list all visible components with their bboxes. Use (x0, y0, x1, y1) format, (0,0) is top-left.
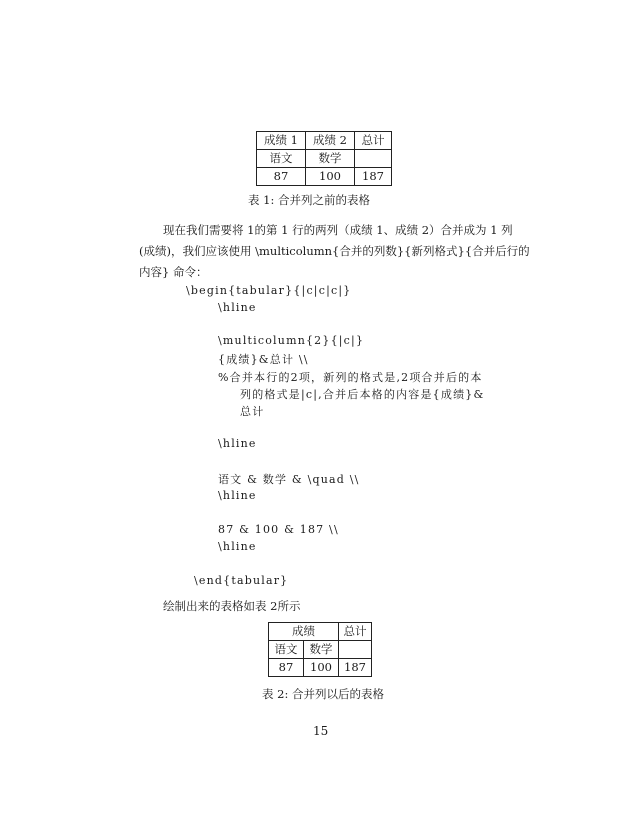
table-cell: 语文 (257, 150, 306, 168)
table-row (269, 623, 372, 641)
table-cell: 187 (355, 168, 392, 186)
code-content: {成绩}&总计 \\ (218, 353, 309, 366)
code-comment-line-2: 列的格式是|c|,合并后本格的内容是{成绩}& (240, 388, 485, 401)
table-caption-1: 表 1: 合并列之前的表格 (248, 193, 371, 207)
code-end: \end{tabular} (194, 574, 289, 587)
table-cell: 100 (304, 659, 339, 677)
table-row (269, 659, 372, 677)
table-cell (355, 150, 392, 168)
table-cell: 187 (339, 659, 372, 677)
code-begin: \begin{tabular}{|c|c|c|} (186, 284, 352, 297)
table-before-merge (256, 131, 392, 186)
table-cell: 数学 (304, 641, 339, 659)
code-comment-line-1: %合并本行的2项，新列的格式是,2项合并后的本 (218, 371, 483, 384)
table-cell: 语文 (269, 641, 304, 659)
table-cell: 总计 (355, 132, 392, 150)
result-text: 绘制出来的表格如表 2所示 (163, 599, 301, 613)
table-row (257, 150, 392, 168)
code-multicolumn: \multicolumn{2}{|c|} (218, 334, 365, 347)
table-row (257, 132, 392, 150)
page-number: 15 (313, 724, 329, 738)
paragraph-line-1: 现在我们需要将 1的第 1 行的两列（成绩 1、成绩 2）合并成为 1 列 (163, 223, 513, 237)
paragraph-line-2: (成绩)，我们应该使用 \multicolumn{合并的列数}{新列格式}{合并后行的 (139, 244, 530, 258)
table-cell: 成绩 1 (257, 132, 306, 150)
table-row (257, 168, 392, 186)
table-cell: 100 (306, 168, 355, 186)
table-caption-2: 表 2: 合并列以后的表格 (262, 687, 385, 701)
paragraph-line-3: 内容} 命令： (139, 265, 208, 279)
table-cell: 87 (257, 168, 306, 186)
table-cell: 数学 (306, 150, 355, 168)
table-cell: 成绩 2 (306, 132, 355, 150)
table-cell: 总计 (339, 623, 372, 641)
table-after-merge (268, 622, 372, 677)
table-cell: 87 (269, 659, 304, 677)
code-row-2: 语文 & 数学 & \quad \\ (218, 473, 360, 486)
code-hline: \hline (218, 301, 257, 314)
code-hline: \hline (218, 489, 257, 502)
code-row-3: 87 & 100 & 187 \\ (218, 523, 339, 536)
table-cell (339, 641, 372, 659)
code-comment-line-3: 总计 (240, 405, 265, 418)
table-cell-merged: 成绩 (269, 623, 339, 641)
code-hline: \hline (218, 437, 257, 450)
table-row (269, 641, 372, 659)
code-hline: \hline (218, 540, 257, 553)
